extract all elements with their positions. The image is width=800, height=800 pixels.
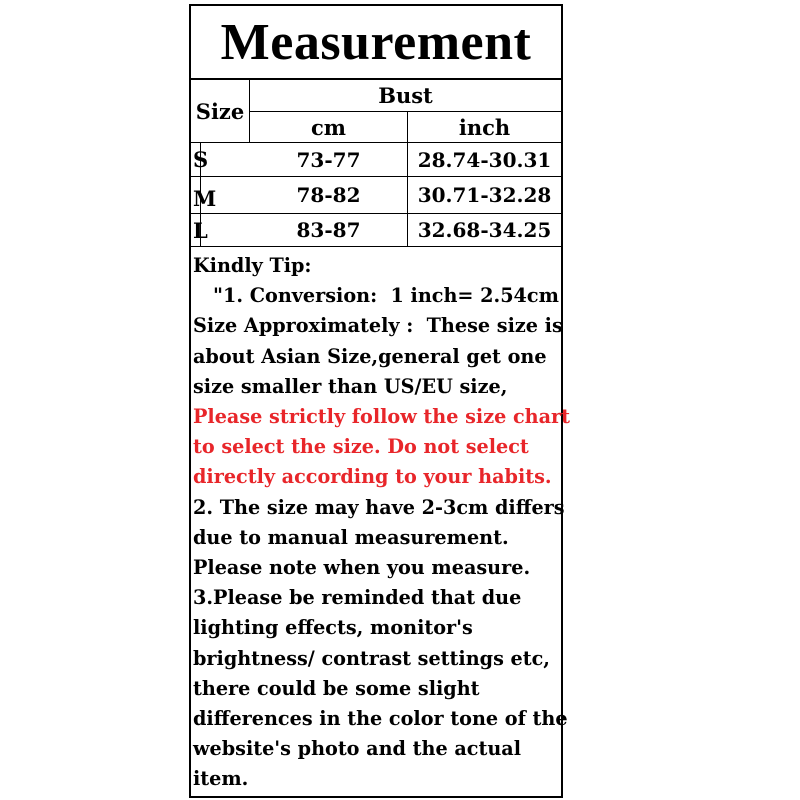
kindly-tip-notes bbox=[193, 251, 571, 795]
note-line: item. bbox=[193, 767, 249, 791]
size-header: Size bbox=[195, 98, 245, 124]
bust-header: Bust bbox=[378, 83, 433, 108]
note-line: due to manual measurement. bbox=[193, 525, 509, 549]
size-cell: M bbox=[193, 186, 217, 211]
measurement-sheet bbox=[189, 4, 571, 798]
cm-cell: 83-87 bbox=[296, 218, 361, 242]
note-line: differences in the color tone of the bbox=[193, 707, 568, 731]
note-line: lighting effects, monitor's bbox=[193, 616, 473, 640]
note-line: Please note when you measure. bbox=[193, 556, 531, 580]
warning-line: directly according to your habits. bbox=[193, 465, 552, 489]
note-line: there could be some slight bbox=[193, 676, 480, 700]
note-line: about Asian Size,general get one bbox=[193, 344, 547, 368]
note-line: Size Approximately : These size is bbox=[193, 314, 563, 338]
note-line: brightness/ contrast settings etc, bbox=[193, 646, 550, 670]
size-cell: L bbox=[193, 217, 208, 243]
cm-header: cm bbox=[310, 114, 346, 140]
inch-header: inch bbox=[458, 114, 511, 140]
inch-cell: 28.74-30.31 bbox=[417, 147, 552, 172]
divider bbox=[191, 246, 561, 247]
size-cell: S bbox=[193, 147, 209, 172]
cm-cell: 73-77 bbox=[296, 147, 361, 172]
note-line: size smaller than US/EU size, bbox=[193, 374, 508, 398]
note-line: 3.Please be reminded that due bbox=[193, 586, 522, 610]
note-line: 2. The size may have 2-3cm differs bbox=[193, 495, 565, 519]
note-line: Kindly Tip: bbox=[193, 254, 312, 277]
inch-cell: 30.71-32.28 bbox=[417, 182, 552, 207]
cm-cell: 78-82 bbox=[296, 182, 361, 207]
note-line: website's photo and the actual bbox=[193, 737, 521, 761]
page-title: Measurement bbox=[220, 13, 532, 71]
inch-cell: 32.68-34.25 bbox=[417, 218, 552, 242]
warning-line: to select the size. Do not select bbox=[193, 435, 529, 459]
warning-line: Please strictly follow the size chart bbox=[193, 405, 571, 429]
note-line: "1. Conversion: 1 inch= 2.54cm bbox=[193, 284, 559, 308]
